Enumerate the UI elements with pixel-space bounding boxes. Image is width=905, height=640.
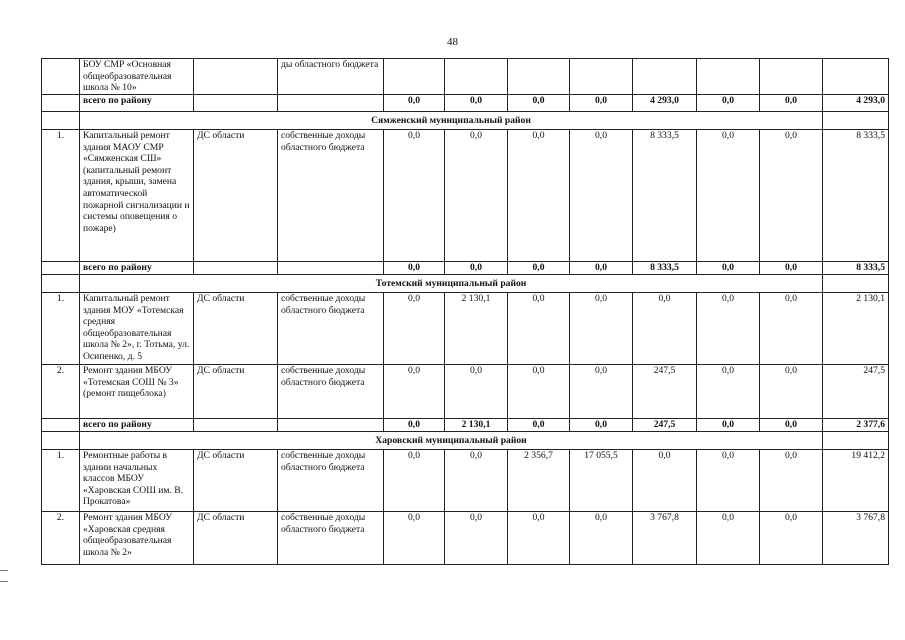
value-cell bbox=[823, 112, 889, 130]
table-row bbox=[42, 450, 889, 512]
value-cell: 0,0 bbox=[384, 450, 445, 512]
value-cell: 0,0 bbox=[570, 130, 633, 262]
value-cell: 2 130,1 bbox=[445, 419, 508, 432]
value-cell: 0,0 bbox=[384, 293, 445, 365]
row-number bbox=[42, 112, 80, 130]
district-title: Тотемский муниципальный район bbox=[80, 275, 823, 293]
value-cell: 2 130,1 bbox=[823, 293, 889, 365]
scan-edge-mark bbox=[0, 581, 8, 582]
budget-type bbox=[278, 95, 384, 112]
funding-source bbox=[194, 59, 278, 95]
value-cell: 0,0 bbox=[760, 419, 823, 432]
funding-source: ДС области bbox=[194, 365, 278, 419]
value-cell: 0,0 bbox=[697, 95, 760, 112]
row-number: 2. bbox=[42, 365, 80, 419]
value-cell: 0,0 bbox=[508, 262, 570, 275]
district-header-row bbox=[42, 432, 889, 450]
budget-type: собственные доходы областного бюджета bbox=[278, 512, 384, 565]
value-cell: 0,0 bbox=[508, 365, 570, 419]
value-cell: 0,0 bbox=[445, 262, 508, 275]
value-cell: 0,0 bbox=[445, 365, 508, 419]
value-cell bbox=[570, 59, 633, 95]
district-total-row bbox=[42, 95, 889, 112]
budget-table bbox=[41, 58, 889, 565]
table-row bbox=[42, 293, 889, 365]
table-row bbox=[42, 130, 889, 262]
value-cell: 0,0 bbox=[445, 450, 508, 512]
value-cell bbox=[823, 59, 889, 95]
funding-source bbox=[194, 419, 278, 432]
total-label: всего по району bbox=[80, 262, 194, 275]
value-cell: 17 055,5 bbox=[570, 450, 633, 512]
funding-source: ДС области bbox=[194, 293, 278, 365]
value-cell: 0,0 bbox=[445, 130, 508, 262]
value-cell: 0,0 bbox=[760, 512, 823, 565]
district-total-row bbox=[42, 419, 889, 432]
value-cell: 4 293,0 bbox=[633, 95, 697, 112]
value-cell: 247,5 bbox=[633, 419, 697, 432]
budget-type bbox=[278, 419, 384, 432]
project-name: БОУ СМР «Основная общеобразовательная школа № 10» bbox=[80, 59, 194, 95]
value-cell: 0,0 bbox=[508, 95, 570, 112]
value-cell: 0,0 bbox=[760, 95, 823, 112]
table-row bbox=[42, 59, 889, 95]
value-cell: 0,0 bbox=[384, 130, 445, 262]
value-cell: 0,0 bbox=[384, 365, 445, 419]
value-cell: 8 333,5 bbox=[633, 262, 697, 275]
value-cell: 0,0 bbox=[570, 419, 633, 432]
value-cell: 0,0 bbox=[508, 512, 570, 565]
value-cell: 0,0 bbox=[633, 450, 697, 512]
row-number bbox=[42, 95, 80, 112]
budget-type: собственные доходы областного бюджета bbox=[278, 130, 384, 262]
value-cell: 0,0 bbox=[570, 262, 633, 275]
value-cell bbox=[760, 59, 823, 95]
value-cell: 0,0 bbox=[445, 512, 508, 565]
value-cell: 0,0 bbox=[760, 130, 823, 262]
value-cell: 0,0 bbox=[570, 365, 633, 419]
value-cell: 0,0 bbox=[760, 293, 823, 365]
value-cell: 3 767,8 bbox=[823, 512, 889, 565]
value-cell: 0,0 bbox=[697, 262, 760, 275]
district-title: Харовский муниципальный район bbox=[80, 432, 823, 450]
value-cell: 0,0 bbox=[508, 419, 570, 432]
funding-source: ДС области bbox=[194, 130, 278, 262]
value-cell: 0,0 bbox=[570, 293, 633, 365]
budget-type: собственные доходы областного бюджета bbox=[278, 293, 384, 365]
value-cell: 0,0 bbox=[384, 95, 445, 112]
value-cell: 0,0 bbox=[384, 419, 445, 432]
value-cell: 2 130,1 bbox=[445, 293, 508, 365]
value-cell bbox=[384, 59, 445, 95]
value-cell: 3 767,8 bbox=[633, 512, 697, 565]
row-number: 2. bbox=[42, 512, 80, 565]
value-cell: 8 333,5 bbox=[633, 130, 697, 262]
value-cell: 4 293,0 bbox=[823, 95, 889, 112]
district-header-row bbox=[42, 275, 889, 293]
funding-source: ДС области bbox=[194, 450, 278, 512]
budget-type: собственные доходы областного бюджета bbox=[278, 365, 384, 419]
value-cell: 0,0 bbox=[445, 95, 508, 112]
budget-type bbox=[278, 262, 384, 275]
row-number bbox=[42, 419, 80, 432]
row-number bbox=[42, 432, 80, 450]
project-name: Ремонт здания МБОУ «Тотемская СОШ № 3» (ремонт пищеблока) bbox=[80, 365, 194, 419]
value-cell: 0,0 bbox=[384, 262, 445, 275]
page-number: 48 bbox=[447, 36, 458, 48]
budget-type: собственные доходы областного бюджета bbox=[278, 450, 384, 512]
district-header-row bbox=[42, 112, 889, 130]
district-total-row bbox=[42, 262, 889, 275]
project-name: Ремонт здания МБОУ «Харовская средняя общеобразовательная школа № 2» bbox=[80, 512, 194, 565]
value-cell bbox=[445, 59, 508, 95]
value-cell: 0,0 bbox=[570, 95, 633, 112]
value-cell: 2 356,7 bbox=[508, 450, 570, 512]
value-cell bbox=[823, 432, 889, 450]
value-cell bbox=[508, 59, 570, 95]
value-cell: 0,0 bbox=[760, 262, 823, 275]
value-cell: 0,0 bbox=[697, 130, 760, 262]
district-title: Сямженский муниципальный район bbox=[80, 112, 823, 130]
row-number bbox=[42, 59, 80, 95]
value-cell: 0,0 bbox=[384, 512, 445, 565]
value-cell: 247,5 bbox=[823, 365, 889, 419]
total-label: всего по району bbox=[80, 419, 194, 432]
value-cell: 8 333,5 bbox=[823, 262, 889, 275]
project-name: Ремонтные работы в здании начальных классов МБОУ «Харовская СОШ им. В. Прокатова» bbox=[80, 450, 194, 512]
value-cell: 0,0 bbox=[760, 365, 823, 419]
value-cell: 0,0 bbox=[570, 512, 633, 565]
value-cell: 0,0 bbox=[697, 512, 760, 565]
project-name: Капитальный ремонт здания МОУ «Тотемская средняя общеобразовательная школа № 2», г. Тотьма, ул. Осипенко, д. 5 bbox=[80, 293, 194, 365]
row-number: 1. bbox=[42, 293, 80, 365]
funding-source bbox=[194, 95, 278, 112]
value-cell bbox=[823, 275, 889, 293]
value-cell: 0,0 bbox=[508, 293, 570, 365]
value-cell bbox=[697, 59, 760, 95]
total-label: всего по району bbox=[80, 95, 194, 112]
value-cell bbox=[633, 59, 697, 95]
scan-edge-mark bbox=[0, 570, 8, 571]
row-number: 1. bbox=[42, 130, 80, 262]
budget-type: ды областного бюджета bbox=[278, 59, 384, 95]
value-cell: 0,0 bbox=[697, 365, 760, 419]
value-cell: 0,0 bbox=[760, 450, 823, 512]
funding-source: ДС области bbox=[194, 512, 278, 565]
funding-source bbox=[194, 262, 278, 275]
project-name: Капитальный ремонт здания МАОУ СМР «Сямженская СШ» (капитальный ремонт здания, крыши, замена автоматической пожарной сигнализации и системы оповещения о пожаре) bbox=[80, 130, 194, 262]
row-number: 1. bbox=[42, 450, 80, 512]
value-cell: 8 333,5 bbox=[823, 130, 889, 262]
value-cell: 0,0 bbox=[697, 450, 760, 512]
value-cell: 19 412,2 bbox=[823, 450, 889, 512]
value-cell: 2 377,6 bbox=[823, 419, 889, 432]
value-cell: 0,0 bbox=[697, 293, 760, 365]
value-cell: 0,0 bbox=[508, 130, 570, 262]
value-cell: 247,5 bbox=[633, 365, 697, 419]
row-number bbox=[42, 262, 80, 275]
table-row bbox=[42, 512, 889, 565]
table-row bbox=[42, 365, 889, 419]
row-number bbox=[42, 275, 80, 293]
value-cell: 0,0 bbox=[697, 419, 760, 432]
value-cell: 0,0 bbox=[633, 293, 697, 365]
